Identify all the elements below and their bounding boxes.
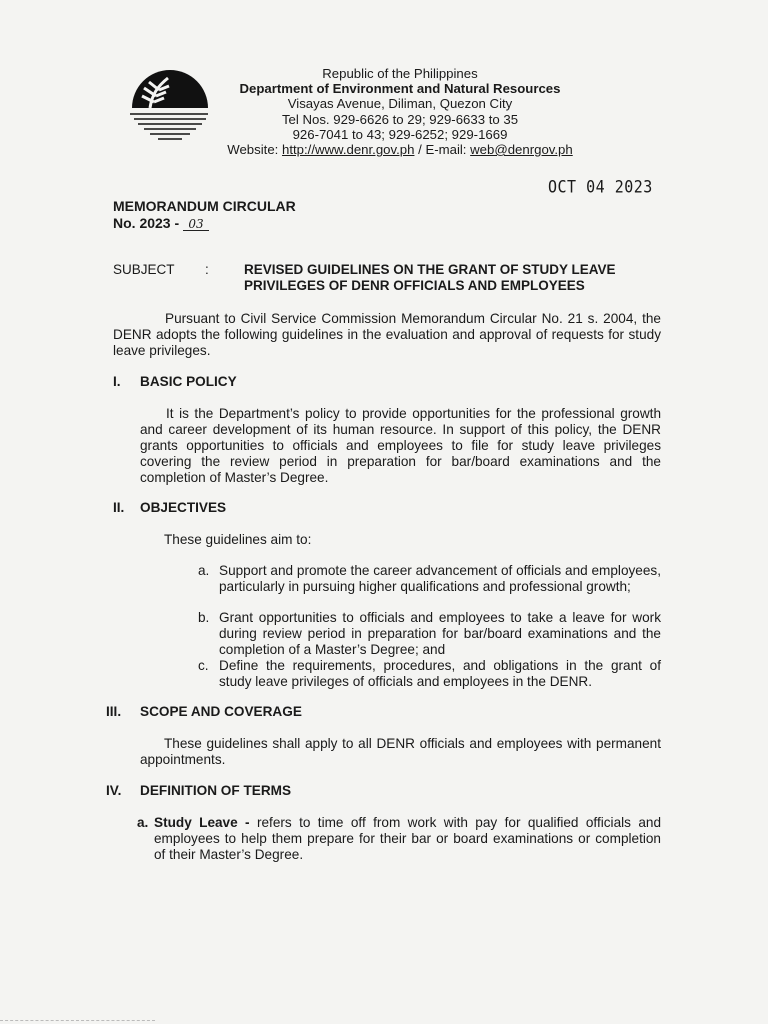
definition-text [154,815,661,863]
department-name: Department of Environment and Natural Resources [239,81,561,97]
objective-item-b [198,610,661,658]
contact-line [200,142,600,157]
section-1-body [140,406,661,486]
section-2-title: OBJECTIVES [140,500,227,515]
website-link[interactable]: http://www.denr.gov.ph [282,142,415,158]
list-label: b. [198,610,210,625]
letterhead [200,66,600,157]
list-text: Define the requirements, procedures, and obligations in the grant of study leave privileges of officials and employees in the DENR. [219,658,661,689]
list-label: a. [198,563,210,578]
republic-line: Republic of the Philippines [322,66,478,81]
definition-body: refers to time off from work with pay for qualified officials and employees to help them prepare for their bar or board examinations or completion of their Master’s Degree. [154,815,661,862]
section-3-title: SCOPE AND COVERAGE [140,704,302,719]
section-4-number: IV. [106,783,122,798]
memo-number-prefix: No. 2023 - [113,215,184,231]
divider [0,1020,155,1021]
subject-line-1: REVISED GUIDELINES ON THE GRANT OF STUDY LEAVE [244,262,616,277]
section-3-body [140,736,661,768]
section-1-number: I. [113,374,121,389]
memo-number-handwritten: 03 [183,218,209,231]
section-2-number: II. [113,500,125,515]
definition-term: Study Leave - [154,815,250,830]
date-stamp: OCT 04 2023 [548,176,653,198]
email-link[interactable]: web@denrgov.ph [470,142,573,158]
section-3-text: These guidelines shall apply to all DENR officials and employees with permanent appointments. [140,736,661,767]
list-text: Support and promote the career advancement of officials and employees, particularly in pursuing higher qualifications and professional growth; [219,563,661,594]
tel-line-1: Tel Nos. 929-6626 to 29; 929-6633 to 35 [281,111,519,127]
memo-number [113,215,296,232]
section-4-title: DEFINITION OF TERMS [140,783,292,798]
intro-paragraph [113,311,661,359]
section-2-lead: These guidelines aim to: [164,532,312,547]
section-1-text: It is the Department’s policy to provide opportunities for the professional growth and career development of its human resource. In support of this policy, the DENR grants opportunities to officials and employees to file for study leave privileges covering the review period in preparation for bar/board examinations and the completion of Master’s Degree. [140,406,661,485]
email-separator: / E-mail: [414,142,471,158]
intro-text: Pursuant to Civil Service Commission Memorandum Circular No. 21 s. 2004, the DENR adopts the following guidelines in the evaluation and approval of requests for study leave privileges. [113,311,661,358]
section-3-number: III. [106,704,122,719]
address-line: Visayas Avenue, Diliman, Quezon City [287,96,513,112]
website-prefix: Website: [227,142,282,158]
tel-line-2: 926-7041 to 43; 929-6252; 929-1669 [292,126,508,142]
objective-item-a [198,563,661,611]
list-label: c. [198,658,209,673]
subject-label: SUBJECT [113,262,175,277]
subject-colon: : [205,262,209,277]
memo-title-block [113,198,296,232]
list-text: Grant opportunities to officials and employees to take a leave for work during review period in preparation for bar/board examinations and the completion of a Master’s Degree; and [219,610,661,657]
subject-line-2: PRIVILEGES OF DENR OFFICIALS AND EMPLOYEES [244,278,585,293]
objective-item-c [198,658,661,690]
section-1-title: BASIC POLICY [140,374,237,389]
memo-title: MEMORANDUM CIRCULAR [113,198,296,214]
definition-item-a [137,815,661,863]
subject-text [244,262,664,294]
list-label: a. [137,815,149,830]
